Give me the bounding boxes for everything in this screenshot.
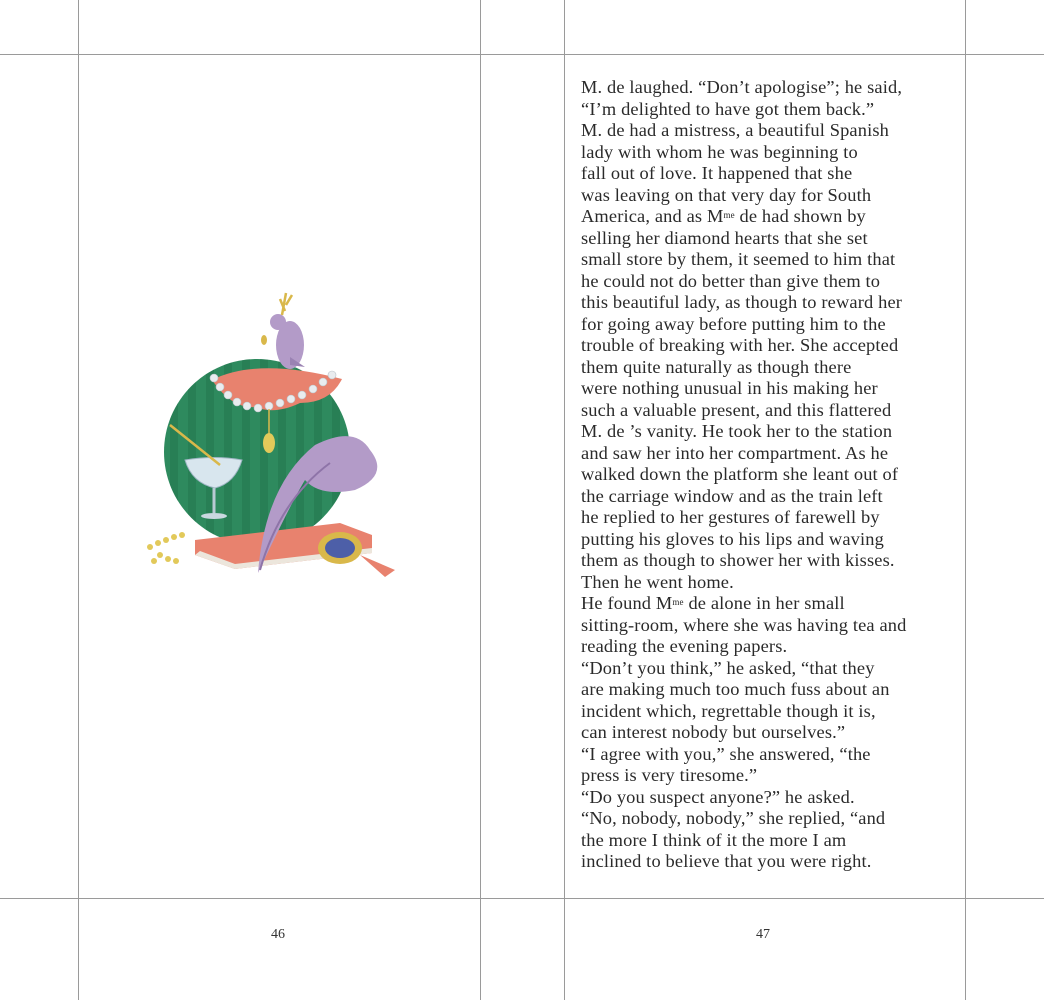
- text-line: [581, 163, 961, 185]
- text-fragment: reading the evening papers.: [581, 636, 788, 656]
- text-fragment: small store by them, it seemed to him that: [581, 249, 896, 269]
- superscript: me: [723, 210, 735, 220]
- text-line: [581, 206, 961, 228]
- text-line: [581, 529, 961, 551]
- text-fragment: and saw her into her compartment. As he: [581, 442, 889, 463]
- text-fragment: “I’m delighted to have got them back.”: [581, 98, 875, 119]
- text-fragment: them quite naturally as though there: [581, 356, 852, 377]
- text-fragment: Then he went home.: [581, 571, 734, 592]
- text-fragment: incident which, regrettable though it is,: [581, 700, 876, 721]
- text-fragment: this beautiful lady, as though to reward her: [581, 292, 903, 312]
- text-line: [581, 744, 961, 766]
- text-line: [581, 593, 961, 615]
- text-line: [581, 400, 961, 422]
- grid-line-left-outer: [78, 0, 79, 1000]
- text-fragment: “Don’t you think,” he asked, “that they: [581, 657, 875, 678]
- text-fragment: “Do you suspect anyone?” he asked.: [581, 786, 855, 807]
- text-line: [581, 99, 961, 121]
- text-line: [581, 679, 961, 701]
- text-line: [581, 357, 961, 379]
- text-fragment: for going away before putting him to the: [581, 313, 886, 334]
- right-page-text: [581, 77, 961, 873]
- text-fragment: the more I think of it the more I am: [581, 829, 847, 850]
- text-line: [581, 77, 961, 99]
- text-line: [581, 464, 961, 486]
- page-number-right: 47: [756, 927, 770, 942]
- grid-line-bottom: [0, 898, 1044, 899]
- grid-line-left-inner: [480, 0, 481, 1000]
- text-line: [581, 228, 961, 250]
- text-fragment: inclined to believe that you were right.: [581, 851, 872, 871]
- text-line: [581, 701, 961, 723]
- text-fragment: trouble of breaking with her. She accepted: [581, 335, 899, 355]
- text-line: [581, 851, 961, 873]
- grid-line-top: [0, 54, 1044, 55]
- text-line: [581, 120, 961, 142]
- text-fragment: selling her diamond hearts that she set: [581, 227, 868, 248]
- text-fragment: M. de ’s vanity. He took her to the station: [581, 421, 893, 441]
- text-fragment: he replied to her gestures of farewell by: [581, 507, 880, 527]
- text-line: [581, 443, 961, 465]
- text-fragment: de had shown by: [734, 206, 866, 226]
- text-line: [581, 314, 961, 336]
- text-fragment: fall out of love. It happened that she: [581, 163, 853, 183]
- text-line: [581, 572, 961, 594]
- text-line: [581, 830, 961, 852]
- illustration: [140, 285, 420, 585]
- text-fragment: lady with whom he was beginning to: [581, 141, 858, 162]
- grid-line-right-outer: [965, 0, 966, 1000]
- text-fragment: walked down the platform she leant out of: [581, 464, 899, 484]
- text-fragment: are making much too much fuss about an: [581, 679, 890, 699]
- text-fragment: was leaving on that very day for South: [581, 184, 872, 205]
- superscript: me: [672, 597, 684, 607]
- text-fragment: America, and as M: [581, 206, 724, 226]
- text-fragment: “No, nobody, nobody,” she replied, “and: [581, 808, 886, 828]
- text-fragment: such a valuable present, and this flattered: [581, 399, 892, 420]
- text-line: [581, 722, 961, 744]
- text-line: [581, 421, 961, 443]
- text-fragment: putting his gloves to his lips and waving: [581, 528, 884, 549]
- text-line: [581, 787, 961, 809]
- text-fragment: he could not do better than give them to: [581, 270, 881, 291]
- text-fragment: sitting-room, where she was having tea and: [581, 614, 907, 635]
- text-fragment: M. de had a mistress, a beautiful Spanish: [581, 120, 890, 140]
- text-line: [581, 550, 961, 572]
- text-line: [581, 185, 961, 207]
- text-fragment: He found M: [581, 593, 673, 613]
- grid-line-right-inner: [564, 0, 565, 1000]
- text-line: [581, 335, 961, 357]
- text-line: [581, 507, 961, 529]
- text-line: [581, 271, 961, 293]
- text-line: [581, 615, 961, 637]
- text-fragment: “I agree with you,” she answered, “the: [581, 743, 871, 764]
- text-line: [581, 658, 961, 680]
- text-line: [581, 378, 961, 400]
- text-fragment: can interest nobody but ourselves.”: [581, 722, 846, 742]
- text-fragment: the carriage window and as the train left: [581, 485, 883, 506]
- text-line: [581, 292, 961, 314]
- text-fragment: de alone in her small: [683, 593, 845, 613]
- text-fragment: press is very tiresome.”: [581, 765, 758, 785]
- text-fragment: them as though to shower her with kisses.: [581, 550, 895, 570]
- text-line: [581, 249, 961, 271]
- page-number-left: 46: [271, 927, 285, 942]
- text-line: [581, 636, 961, 658]
- text-line: [581, 808, 961, 830]
- text-line: [581, 765, 961, 787]
- still-life-image: [140, 285, 420, 585]
- text-line: [581, 486, 961, 508]
- text-line: [581, 142, 961, 164]
- text-fragment: were nothing unusual in his making her: [581, 378, 878, 398]
- text-fragment: M. de laughed. “Don’t apologise”; he said,: [581, 77, 903, 97]
